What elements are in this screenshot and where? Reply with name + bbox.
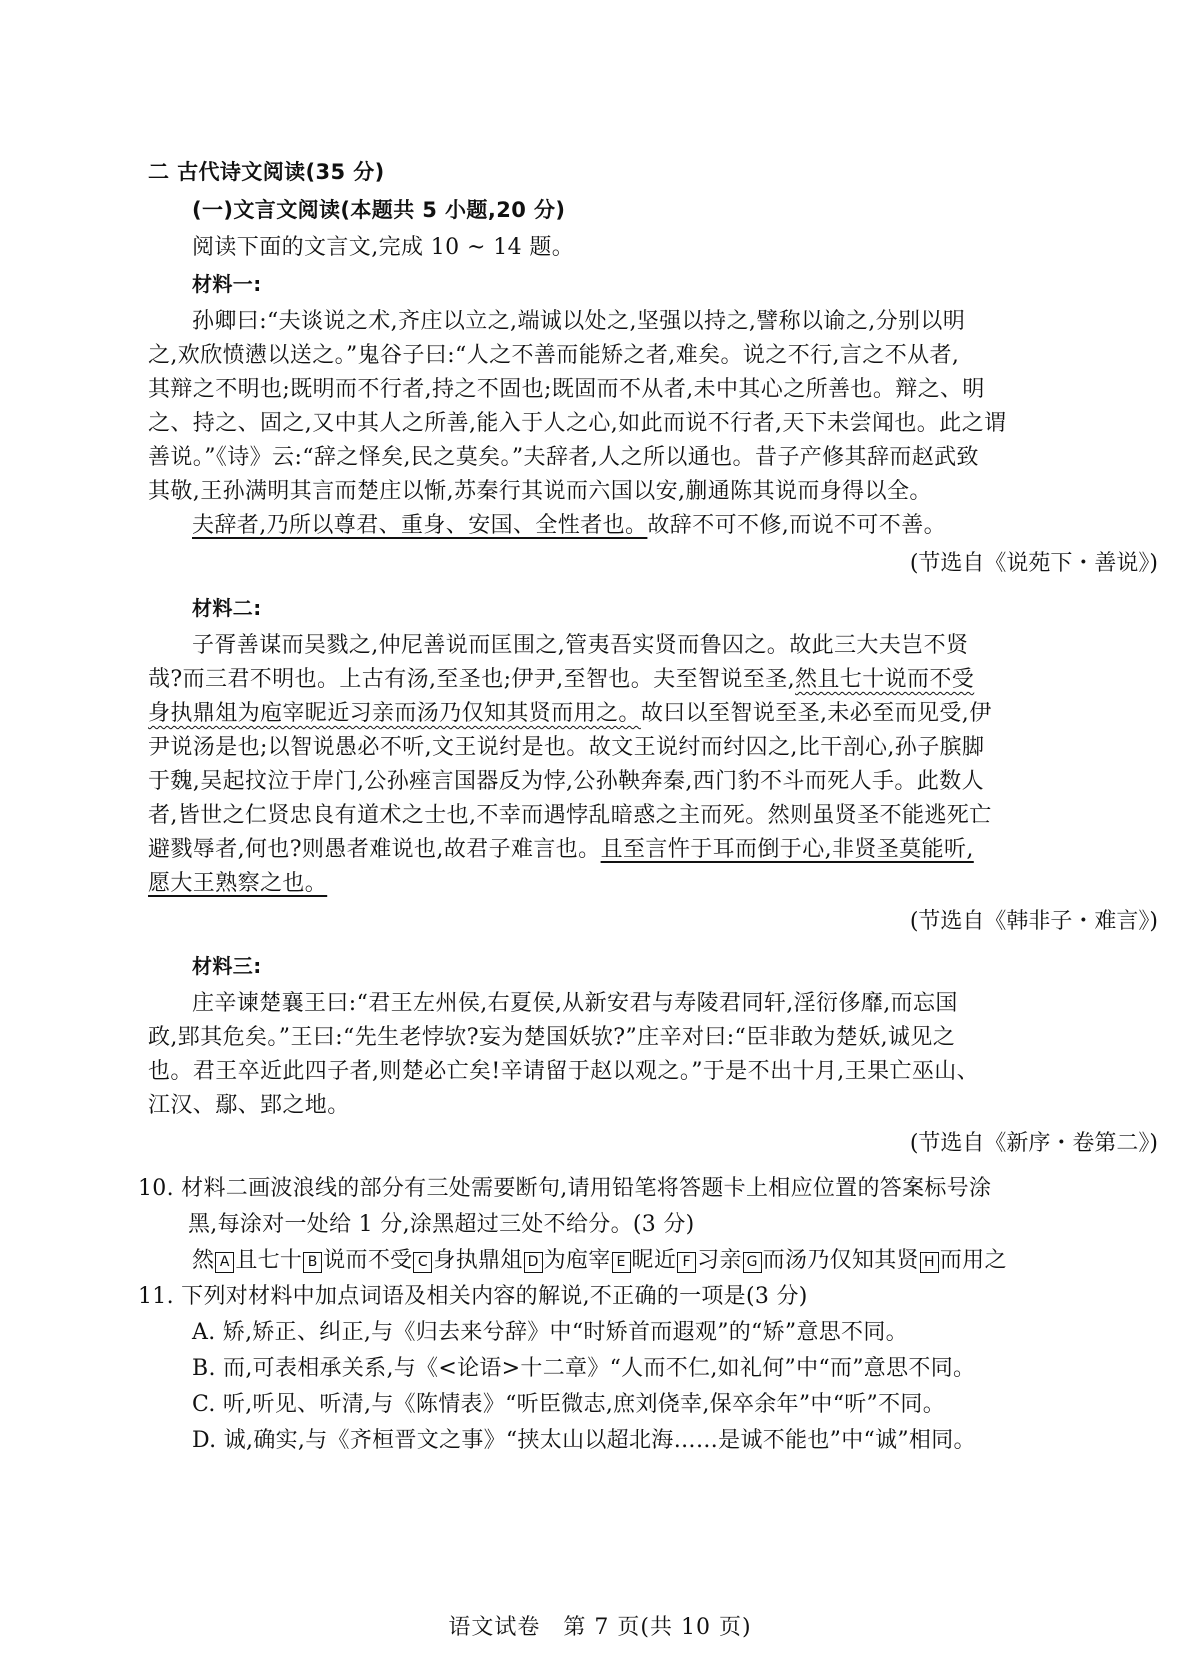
text-line: 其辩之不明也;既明而不行者,持之不固也;既固而不从者,未中其心之所善也。辩之、明: [148, 377, 985, 402]
answer-mark-D[interactable]: D: [524, 1252, 543, 1273]
material3-heading: 材料三:: [192, 954, 262, 978]
text-line: 庄辛谏楚襄王曰:“君王左州侯,右夏侯,从新安君与寿陵君同轩,淫衍侈靡,而忘国: [192, 991, 958, 1016]
question-11: [138, 1279, 1158, 1459]
text-span: 避戮辱者,何也?则愚者难说也,故君子难言也。: [148, 837, 601, 862]
text-line: [148, 833, 1158, 867]
text-line: 于魏,吴起抆泣于岸门,公孙痤言国器反为悖,公孙鞅奔秦,西门豹不斗而死人手。此数人: [148, 769, 984, 794]
underlined-sentence: 且至言忤于耳而倒于心,非贤圣莫能听,: [600, 837, 974, 862]
answer-mark-A[interactable]: A: [215, 1252, 234, 1273]
underlined-sentence: 愿大王熟察之也。: [148, 871, 328, 896]
material1-source: (节选自《说苑下・善说》): [909, 551, 1158, 576]
material3-source: (节选自《新序・卷第二》): [909, 1131, 1158, 1156]
question-11-stem: 11. 下列对材料中加点词语及相关内容的解说,不正确的一项是(3 分): [138, 1284, 808, 1309]
text-segment: 且七十: [235, 1248, 303, 1273]
material1-heading: 材料一:: [192, 272, 262, 296]
text-line: [148, 867, 1158, 901]
option-a[interactable]: A. 矫,矫正、纠正,与《归去来兮辞》中“时矫首而遐观”的“矫”意思不同。: [192, 1320, 908, 1345]
text-segment: 习亲: [697, 1248, 742, 1273]
instruction: 阅读下面的文言文,完成 10 ~ 14 题。: [192, 235, 575, 260]
wavy-underlined-text: 然且七十说而不受: [795, 667, 975, 692]
text-segment: 然: [192, 1248, 215, 1273]
text-line: 子胥善谋而吴戮之,仲尼善说而匡围之,管夷吾实贤而鲁囚之。故此三大夫岂不贤: [192, 633, 969, 658]
option-d[interactable]: D. 诚,确实,与《齐桓晋文之事》“挟太山以超北海……是诚不能也”中“诚”相同。: [192, 1428, 976, 1453]
text-span: 故辞不可不修,而说不可不善。: [647, 513, 947, 538]
text-line: [148, 697, 1158, 731]
material1-paragraph2: [148, 509, 1158, 543]
answer-mark-E[interactable]: E: [612, 1252, 631, 1273]
answer-mark-F[interactable]: F: [677, 1252, 696, 1273]
material2-source: (节选自《韩非子・难言》): [909, 909, 1158, 934]
subsection-title: (一)文言文阅读(本题共 5 小题,20 分): [192, 198, 566, 222]
text-segment: 为庖宰: [543, 1248, 611, 1273]
answer-mark-C[interactable]: C: [413, 1252, 432, 1273]
text-line: 政,郢其危矣。”王曰:“先生老悖欤?妄为楚国妖欤?”庄辛对曰:“臣非敢为楚妖,诚见之: [148, 1025, 956, 1050]
section-title: 二 古代诗文阅读(35 分): [148, 160, 385, 184]
text-segment: 身执鼎俎: [433, 1248, 523, 1273]
option-c[interactable]: C. 听,听见、听清,与《陈情表》“听臣微志,庶刘侥幸,保卒余年”中“听”不同。: [192, 1392, 945, 1417]
text-line: [148, 663, 1158, 697]
text-segment: 昵近: [631, 1248, 677, 1273]
answer-mark-H[interactable]: H: [920, 1252, 939, 1273]
answer-mark-G[interactable]: G: [743, 1252, 762, 1273]
material3-paragraph: [148, 987, 1158, 1123]
wavy-underlined-text: 身执鼎俎为庖宰昵近习亲而汤乃仅知其贤而用之。: [148, 701, 641, 726]
answer-mark-B[interactable]: B: [303, 1252, 322, 1273]
text-segment: 说而不受: [323, 1248, 413, 1273]
text-line: 其敬,王孙满明其言而楚庄以惭,苏秦行其说而六国以安,蒯通陈其说而身得以全。: [148, 479, 932, 504]
text-segment: 而用之: [939, 1248, 1007, 1273]
text-line: 江汉、鄢、郢之地。: [148, 1093, 350, 1118]
text-line: 之、持之、固之,又中其人之所善,能入于人之心,如此而说不行者,天下未尝闻也。此之谓: [148, 411, 1007, 436]
text-line: 尹说汤是也;以智说愚必不听,文王说纣是也。故文王说纣而纣囚之,比干剖心,孙子膑脚: [148, 735, 985, 760]
text-segment: 而汤乃仅知其贤: [762, 1248, 919, 1273]
text-line: 孙卿曰:“夫谈说之术,齐庄以立之,端诚以处之,坚强以持之,譬称以谕之,分别以明: [192, 309, 966, 334]
page-footer: 语文试卷 第 7 页(共 10 页): [448, 1615, 752, 1640]
question-10-stem-line1: 10. 材料二画波浪线的部分有三处需要断句,请用铅笔将答题卡上相应位置的答案标号涂: [138, 1176, 992, 1201]
exam-page: [138, 155, 1158, 1459]
question-10: [138, 1171, 1158, 1279]
material1-paragraph1: [148, 305, 1158, 509]
question-10-stem-line2: 黑,每涂对一处给 1 分,涂黑超过三处不给分。(3 分): [188, 1212, 695, 1237]
material2-heading: 材料二:: [192, 596, 262, 620]
text-line: 者,皆世之仁贤忠良有道术之士也,不幸而遇悖乱暗惑之主而死。然则虽贤圣不能逃死亡: [148, 803, 992, 828]
material2-paragraph: [148, 629, 1158, 901]
underlined-sentence: 夫辞者,乃所以尊君、重身、安国、全性者也。: [192, 513, 648, 538]
text-line: 善说。”《诗》云:“辞之怿矣,民之莫矣。”夫辞者,人之所以通也。昔子产修其辞而赵武致: [148, 445, 979, 470]
text-span: 哉?而三君不明也。上古有汤,至圣也;伊尹,至智也。夫至智说至圣,: [148, 667, 795, 692]
question-10-sentence: [148, 1243, 1158, 1279]
option-b[interactable]: B. 而,可表相承关系,与《<论语>十二章》“人而不仁,如礼何”中“而”意思不同。: [192, 1356, 976, 1381]
text-line: 也。君王卒近此四子者,则楚必亡矣!辛请留于赵以观之。”于是不出十月,王果亡巫山、: [148, 1059, 980, 1084]
text-span: 故曰以至智说至圣,未必至而见受,伊: [640, 701, 992, 726]
text-line: 之,欢欣愤懑以送之。”鬼谷子曰:“人之不善而能矫之者,难矣。说之不行,言之不从者,: [148, 343, 960, 368]
